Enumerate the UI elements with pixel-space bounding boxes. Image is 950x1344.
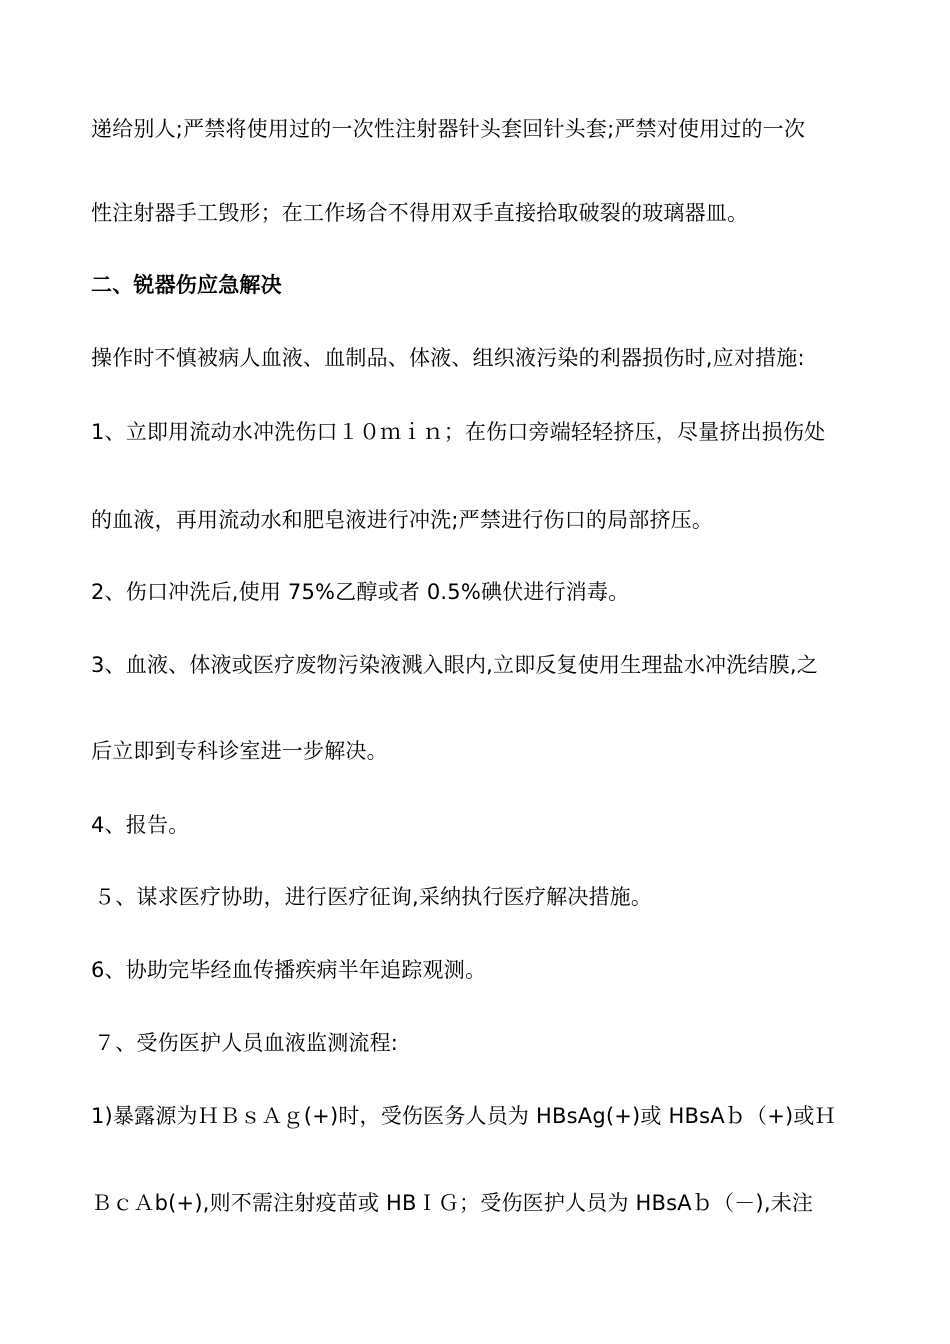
list-item: 1、立即用流动水冲洗伤口１０ｍｉｎ；在伤口旁端轻轻挤压，尽量挤出损伤处 (91, 420, 826, 444)
paragraph-line: 后立即到专科诊室进一步解决。 (91, 739, 388, 763)
list-item: ７、受伤医护人员血液监测流程: (94, 1031, 399, 1055)
paragraph-line: 性注射器手工毁形；在工作场合不得用双手直接拾取破裂的玻璃器皿。 (91, 201, 749, 225)
section-heading: 二、锐器伤应急解决 (91, 273, 282, 297)
list-item: 6、协助完毕经血传播疾病半年追踪观测。 (91, 958, 487, 982)
list-item: ５、谋求医疗协助，进行医疗征询,采纳执行医疗解决措施。 (94, 885, 653, 909)
paragraph-line: 的血液，再用流动水和肥皂液进行冲洗;严禁进行伤口的局部挤压。 (91, 508, 714, 532)
list-item: 4、报告。 (91, 813, 190, 837)
paragraph-line: 1)暴露源为ＨＢｓＡｇ(+)时，受伤医务人员为 HBsAg(+)或 HBsAｂ（+)或Ｈ (91, 1104, 836, 1128)
paragraph-line: 递给别人;严禁将使用过的一次性注射器针头套回针头套;严禁对使用过的一次 (91, 117, 806, 141)
paragraph-line: 操作时不慎被病人血液、血制品、体液、组织液污染的利器损伤时,应对措施: (91, 346, 805, 370)
list-item: 2、伤口冲洗后,使用 75%乙醇或者 0.5%碘伏进行消毒。 (91, 580, 630, 604)
list-item: 3、血液、体液或医疗废物污染液溅入眼内,立即反复使用生理盐水冲洗结膜,之 (91, 653, 818, 677)
paragraph-line: ＢｃＡb(+),则不需注射疫苗或 HBＩＧ；受伤医护人员为 HBsAｂ（－),未注 (91, 1191, 814, 1215)
